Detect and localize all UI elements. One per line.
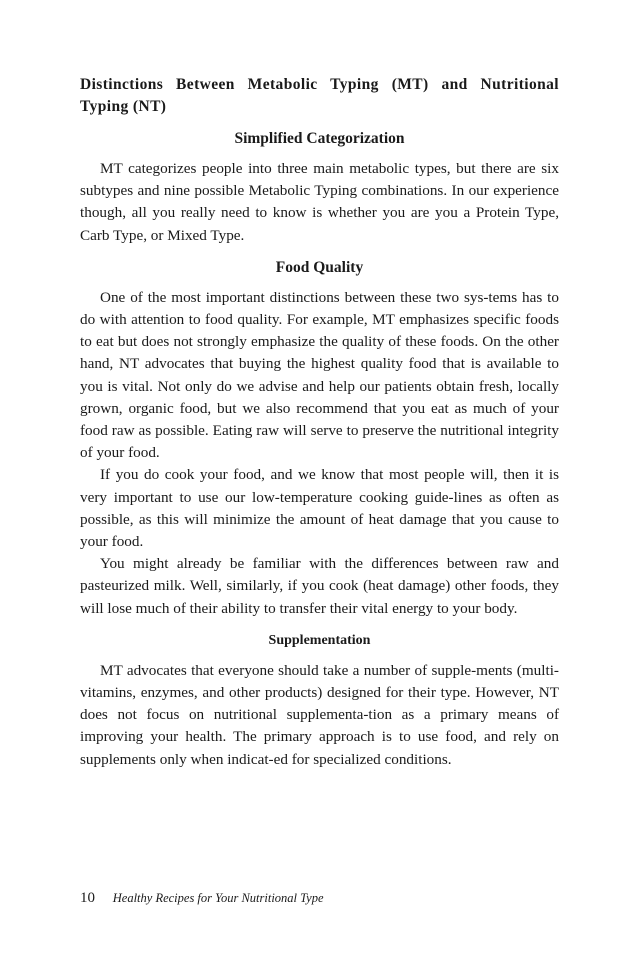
paragraph: One of the most important distinctions between these two sys-tems has to do with attention to food quality. For example, MT emphasizes specific foods to eat but does not strongly emphasize the quality of these foods. On the other hand, NT advocates that buying the highest quality food that is available to you is vital. Not only do we advise and help our patients obtain fresh, locally grown, organic food, but we also recommend that you eat as much of your food raw as possible. Eating raw will serve to preserve the nutritional integrity of your food.	[80, 288, 559, 462]
section-food-quality	[80, 257, 559, 620]
paragraph: You might already be familiar with the differences between raw and pasteurized milk. Well, similarly, if you cook (heat damage) other foods, they will lose much of their ability to transfer their vital energy to your body.	[80, 555, 559, 617]
chapter-heading: Distinctions Between Metabolic Typing (MT) and Nutritional Typing (NT)	[80, 76, 559, 115]
running-title: Healthy Recipes for Your Nutritional Type	[112, 891, 324, 905]
page-number: 10	[80, 890, 95, 906]
paragraph: MT advocates that everyone should take a number of supple-ments (multi-vitamins, enzymes, and other products) designed for their type. However, NT does not focus on nutritional supplementa-tion as a primary means of improving your health. The primary approach is to use food, and rely on supplements only when indicat-ed for specialized conditions.	[80, 661, 559, 768]
page-body	[80, 74, 559, 781]
section-supplementation	[80, 630, 559, 771]
section-heading: Supplementation	[268, 632, 371, 648]
section-heading: Simplified Categorization	[234, 130, 405, 147]
paragraph: MT categorizes people into three main metabolic types, but there are six subtypes and nine possible Metabolic Typing combinations. In our experience though, all you really need to know is whether you are you a Protein Type, Carb Type, or Mixed Type.	[80, 160, 559, 244]
section-heading: Food Quality	[275, 258, 364, 276]
paragraph: If you do cook your food, and we know that most people will, then it is very important to use our low-temperature cooking guide-lines as often as possible, as this will minimize the amount of heat damage that you cause to your food.	[80, 466, 559, 551]
section-simplified-categorization	[80, 128, 559, 247]
page-footer	[80, 890, 324, 907]
